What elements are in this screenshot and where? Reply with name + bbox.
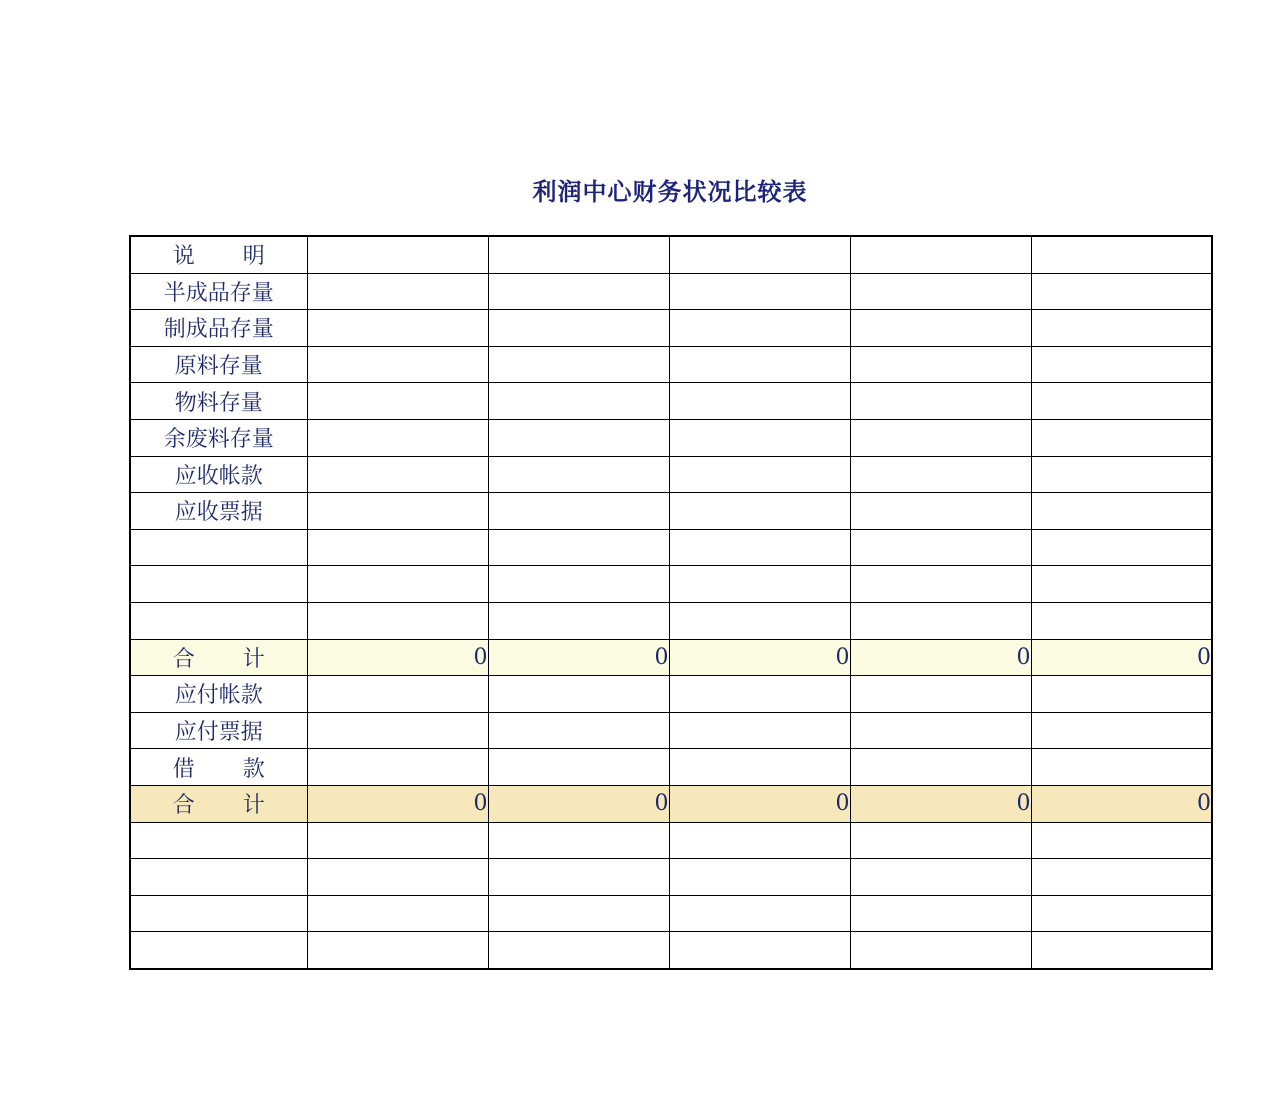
row-label-cell[interactable]: 制成品存量 (130, 310, 307, 347)
table-row (130, 273, 1212, 310)
value-cell[interactable] (1031, 383, 1212, 420)
row-label-cell[interactable]: 应收票据 (130, 493, 307, 530)
row-label-cell[interactable] (130, 895, 307, 932)
value-cell[interactable] (488, 932, 669, 969)
value-cell[interactable] (307, 822, 488, 859)
value-cell[interactable] (1031, 932, 1212, 969)
value-cell[interactable] (488, 749, 669, 786)
row-label-cell[interactable]: 物料存量 (130, 383, 307, 420)
row-label-cell[interactable]: 应收帐款 (130, 456, 307, 493)
value-cell[interactable] (307, 932, 488, 969)
value-cell[interactable] (1031, 419, 1212, 456)
value-cell[interactable] (307, 310, 488, 347)
value-cell[interactable] (488, 566, 669, 603)
value-cell[interactable] (488, 236, 669, 273)
value-cell[interactable] (307, 676, 488, 713)
value-cell[interactable] (669, 346, 850, 383)
value-cell[interactable] (488, 676, 669, 713)
table-row (130, 859, 1212, 896)
value-cell[interactable] (1031, 822, 1212, 859)
subtotal-row (130, 639, 1212, 676)
value-cell[interactable] (850, 676, 1031, 713)
value-cell[interactable] (669, 383, 850, 420)
value-cell[interactable] (850, 712, 1031, 749)
row-label-cell[interactable] (130, 859, 307, 896)
value-cell[interactable] (850, 383, 1031, 420)
value-cell[interactable] (850, 822, 1031, 859)
subtotal-cell[interactable]: 0 (488, 785, 669, 822)
value-cell[interactable] (307, 749, 488, 786)
value-cell[interactable] (1031, 236, 1212, 273)
value-cell[interactable] (488, 273, 669, 310)
table-row (130, 895, 1212, 932)
value-cell[interactable] (850, 749, 1031, 786)
value-cell[interactable] (1031, 749, 1212, 786)
value-cell[interactable] (1031, 529, 1212, 566)
subtotal-cell[interactable]: 0 (307, 639, 488, 676)
subtotal-cell[interactable]: 0 (488, 639, 669, 676)
value-cell[interactable] (488, 602, 669, 639)
value-cell[interactable] (850, 310, 1031, 347)
value-cell[interactable] (307, 566, 488, 603)
value-cell[interactable] (669, 712, 850, 749)
value-cell[interactable] (850, 566, 1031, 603)
value-cell[interactable] (307, 456, 488, 493)
value-cell[interactable] (850, 236, 1031, 273)
value-cell[interactable] (1031, 859, 1212, 896)
value-cell[interactable] (850, 602, 1031, 639)
value-cell[interactable] (1031, 676, 1212, 713)
table-row (130, 419, 1212, 456)
value-cell[interactable] (1031, 456, 1212, 493)
row-label-cell[interactable]: 余废料存量 (130, 419, 307, 456)
row-label: 合 计 (172, 793, 265, 819)
row-label-cell[interactable]: 原料存量 (130, 346, 307, 383)
value-cell[interactable] (850, 859, 1031, 896)
value-cell[interactable] (488, 383, 669, 420)
value-cell[interactable] (850, 273, 1031, 310)
row-label-cell[interactable]: 应付票据 (130, 712, 307, 749)
subtotal-cell[interactable]: 0 (307, 785, 488, 822)
value-cell[interactable] (669, 602, 850, 639)
value-cell[interactable] (669, 932, 850, 969)
value-cell[interactable] (669, 822, 850, 859)
value-cell[interactable] (307, 712, 488, 749)
table-row (130, 456, 1212, 493)
value-cell[interactable] (307, 383, 488, 420)
value-cell[interactable] (1031, 310, 1212, 347)
value-cell[interactable] (850, 456, 1031, 493)
row-label-cell[interactable] (130, 639, 307, 676)
value-cell[interactable] (850, 895, 1031, 932)
value-cell[interactable] (488, 822, 669, 859)
row-label-cell[interactable] (130, 785, 307, 822)
value-cell[interactable] (1031, 712, 1212, 749)
sheet-title: 利润中心财务状况比较表 (532, 178, 808, 206)
value-cell[interactable] (669, 273, 850, 310)
row-label: 借 款 (172, 756, 265, 782)
table-row (130, 712, 1212, 749)
value-cell[interactable] (850, 529, 1031, 566)
value-cell[interactable] (669, 493, 850, 530)
value-cell[interactable] (669, 236, 850, 273)
row-label-cell[interactable] (130, 822, 307, 859)
value-cell[interactable] (307, 493, 488, 530)
value-cell[interactable] (488, 419, 669, 456)
value-cell[interactable] (850, 932, 1031, 969)
value-cell[interactable] (669, 859, 850, 896)
subtotal-cell[interactable]: 0 (850, 639, 1031, 676)
value-cell[interactable] (850, 419, 1031, 456)
value-cell[interactable] (488, 346, 669, 383)
value-cell[interactable] (307, 895, 488, 932)
value-cell[interactable] (488, 859, 669, 896)
table-row (130, 236, 1212, 273)
row-label-cell[interactable] (130, 749, 307, 786)
value-cell[interactable] (307, 419, 488, 456)
value-cell[interactable] (669, 895, 850, 932)
table-row (130, 676, 1212, 713)
value-cell[interactable] (669, 676, 850, 713)
value-cell[interactable] (307, 273, 488, 310)
row-label-cell[interactable] (130, 529, 307, 566)
value-cell[interactable] (307, 236, 488, 273)
value-cell[interactable] (1031, 895, 1212, 932)
value-cell[interactable] (1031, 273, 1212, 310)
subtotal-cell[interactable]: 0 (669, 785, 850, 822)
value-cell[interactable] (1031, 602, 1212, 639)
subtotal-cell[interactable]: 0 (850, 785, 1031, 822)
value-cell[interactable] (488, 712, 669, 749)
row-label-cell[interactable]: 半成品存量 (130, 273, 307, 310)
table-row (130, 932, 1212, 969)
row-label-cell[interactable] (130, 602, 307, 639)
value-cell[interactable] (307, 859, 488, 896)
value-cell[interactable] (488, 456, 669, 493)
table-row (130, 310, 1212, 347)
row-label: 说 明 (172, 244, 265, 270)
value-cell[interactable] (669, 529, 850, 566)
value-cell[interactable] (307, 346, 488, 383)
row-label-cell[interactable] (130, 566, 307, 603)
table-row (130, 346, 1212, 383)
table-row (130, 602, 1212, 639)
value-cell[interactable] (669, 566, 850, 603)
table-row (130, 383, 1212, 420)
table-row (130, 529, 1212, 566)
table-row (130, 493, 1212, 530)
value-cell[interactable] (669, 419, 850, 456)
value-cell[interactable] (669, 749, 850, 786)
table-row (130, 566, 1212, 603)
subtotal-cell[interactable]: 0 (1031, 639, 1212, 676)
comparison-table (129, 235, 1213, 970)
value-cell[interactable] (488, 895, 669, 932)
value-cell[interactable] (488, 493, 669, 530)
row-label-cell[interactable] (130, 236, 307, 273)
value-cell[interactable] (850, 493, 1031, 530)
table-row (130, 749, 1212, 786)
value-cell[interactable] (307, 602, 488, 639)
value-cell[interactable] (1031, 346, 1212, 383)
subtotal-row (130, 785, 1212, 822)
row-label: 合 计 (172, 646, 265, 672)
value-cell[interactable] (488, 529, 669, 566)
value-cell[interactable] (307, 529, 488, 566)
row-label-cell[interactable] (130, 932, 307, 969)
subtotal-cell[interactable]: 0 (669, 639, 850, 676)
value-cell[interactable] (850, 346, 1031, 383)
subtotal-cell[interactable]: 0 (1031, 785, 1212, 822)
table-row (130, 822, 1212, 859)
value-cell[interactable] (488, 310, 669, 347)
value-cell[interactable] (669, 310, 850, 347)
value-cell[interactable] (1031, 493, 1212, 530)
value-cell[interactable] (669, 456, 850, 493)
value-cell[interactable] (1031, 566, 1212, 603)
row-label-cell[interactable]: 应付帐款 (130, 676, 307, 713)
